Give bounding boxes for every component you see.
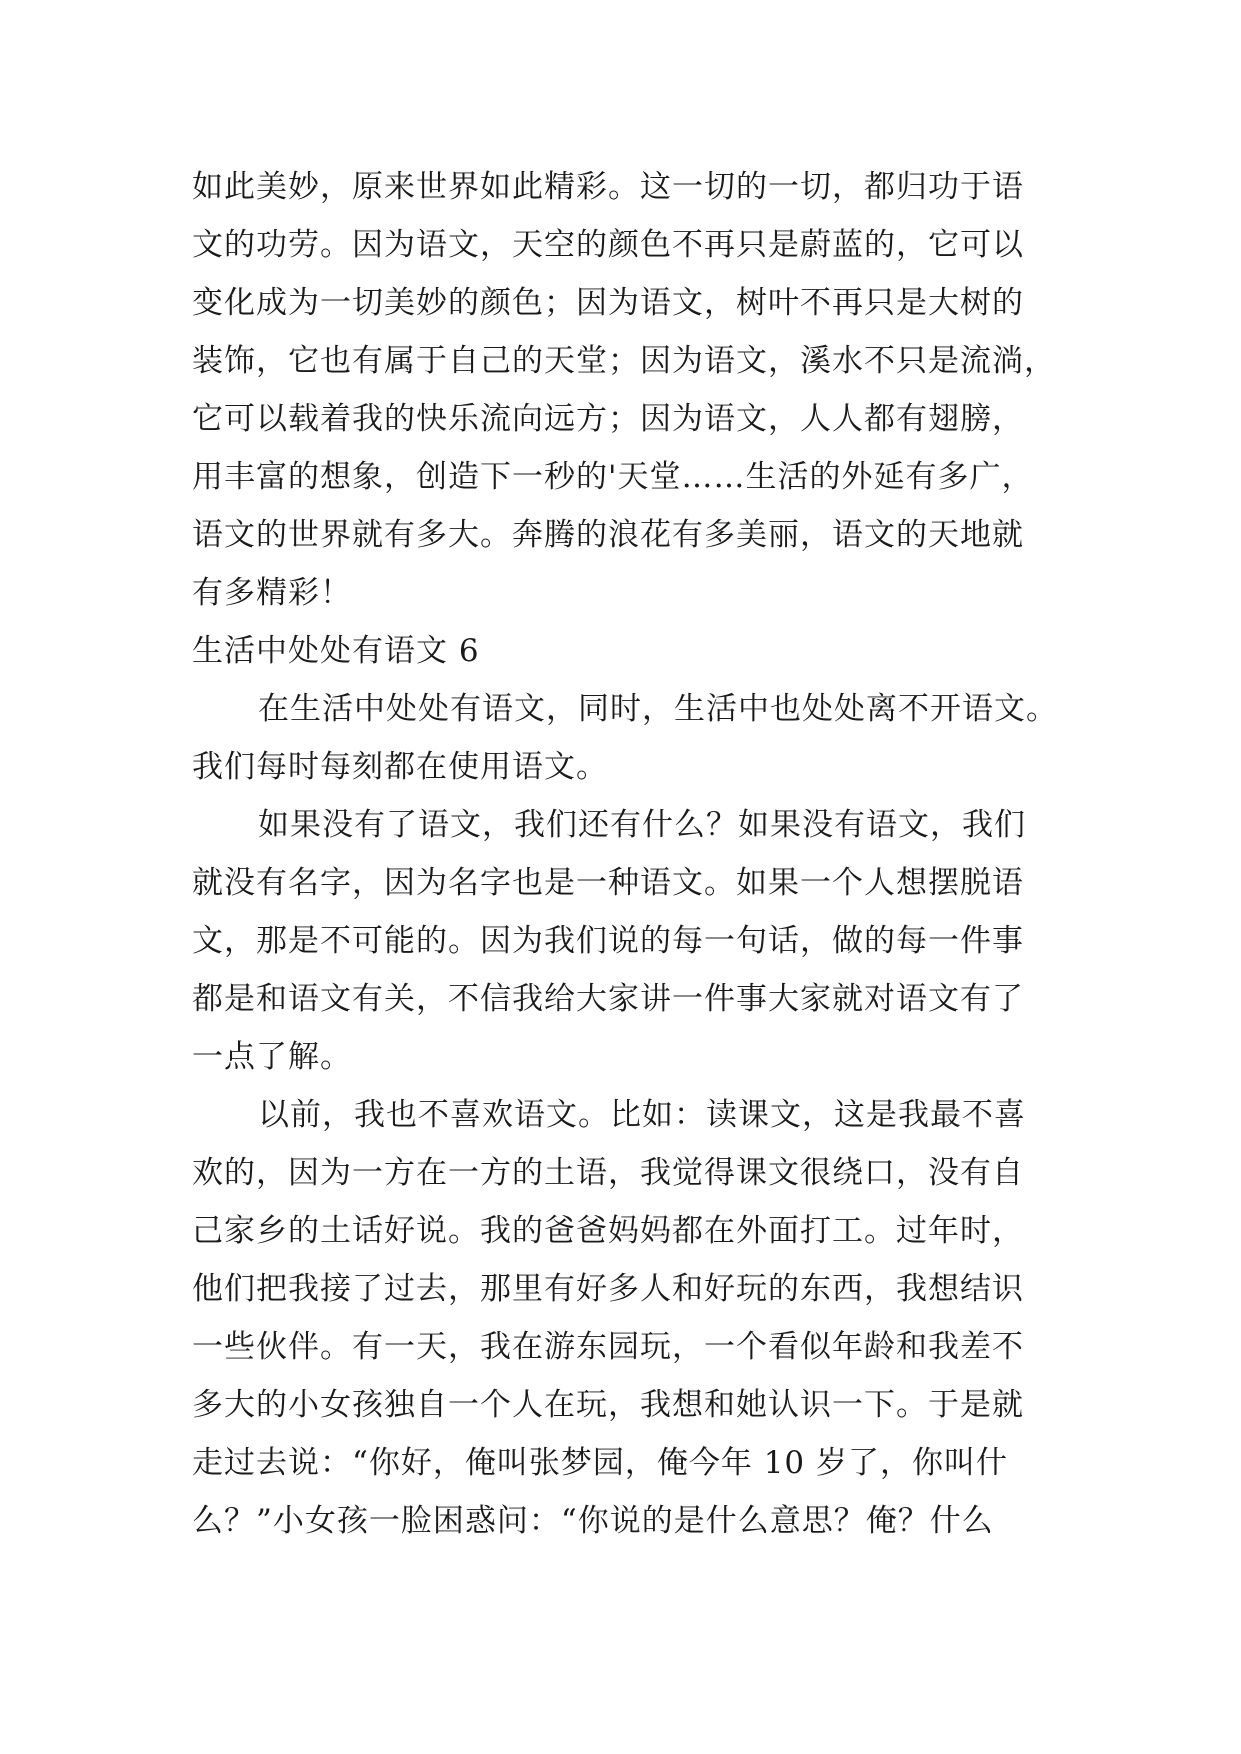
text-line: 有多精彩！ [192, 575, 352, 611]
text-line: 它可以载着我的快乐流向远方；因为语文，人人都有翅膀， [192, 401, 1024, 437]
text-line: 己家乡的土话好说。我的爸爸妈妈都在外面打工。过年时， [192, 1213, 1024, 1249]
text-line: 文，那是不可能的。因为我们说的每一句话，做的每一件事 [192, 923, 1024, 959]
text-line: 一点了解。 [192, 1039, 352, 1075]
text-line: 么？”小女孩一脸困惑问：“你说的是什么意思？俺？什么 [192, 1503, 994, 1539]
text-line: 语文的世界就有多大。奔腾的浪花有多美丽，语文的天地就 [192, 517, 1024, 553]
text-line: 他们把我接了过去，那里有好多人和好玩的东西，我想结识 [192, 1271, 1024, 1307]
paragraph-first-line: 以前，我也不喜欢语文。比如：读课文，这是我最不喜 [258, 1097, 1026, 1133]
document-body [192, 158, 1058, 1550]
section-heading: 生活中处处有语文 6 [192, 633, 480, 669]
text-line: 文的功劳。因为语文，天空的颜色不再只是蔚蓝的，它可以 [192, 227, 1024, 263]
paragraph-first-line: 如果没有了语文，我们还有什么？如果没有语文，我们 [258, 807, 1026, 843]
text-line: 如此美妙，原来世界如此精彩。这一切的一切，都归功于语 [192, 169, 1024, 205]
text-line: 变化成为一切美妙的颜色；因为语文，树叶不再只是大树的 [192, 285, 1024, 321]
text-line: 走过去说：“你好，俺叫张梦园，俺今年 10 岁了，你叫什 [192, 1445, 1008, 1481]
text-line: 我们每时每刻都在使用语文。 [192, 749, 608, 785]
text-line: 用丰富的想象，创造下一秒的'天堂……生活的外延有多广， [192, 459, 1034, 495]
text-line: 装饰，它也有属于自己的天堂；因为语文，溪水不只是流淌， [192, 343, 1056, 379]
text-line: 一些伙伴。有一天，我在游东园玩，一个看似年龄和我差不 [192, 1329, 1024, 1365]
text-line: 就没有名字，因为名字也是一种语文。如果一个人想摆脱语 [192, 865, 1024, 901]
paragraph-first-line: 在生活中处处有语文，同时，生活中也处处离不开语文。 [258, 691, 1058, 727]
text-line: 欢的，因为一方在一方的土语，我觉得课文很绕口，没有自 [192, 1155, 1024, 1191]
text-line: 都是和语文有关，不信我给大家讲一件事大家就对语文有了 [192, 981, 1024, 1017]
text-line: 多大的小女孩独自一个人在玩，我想和她认识一下。于是就 [192, 1387, 1024, 1423]
